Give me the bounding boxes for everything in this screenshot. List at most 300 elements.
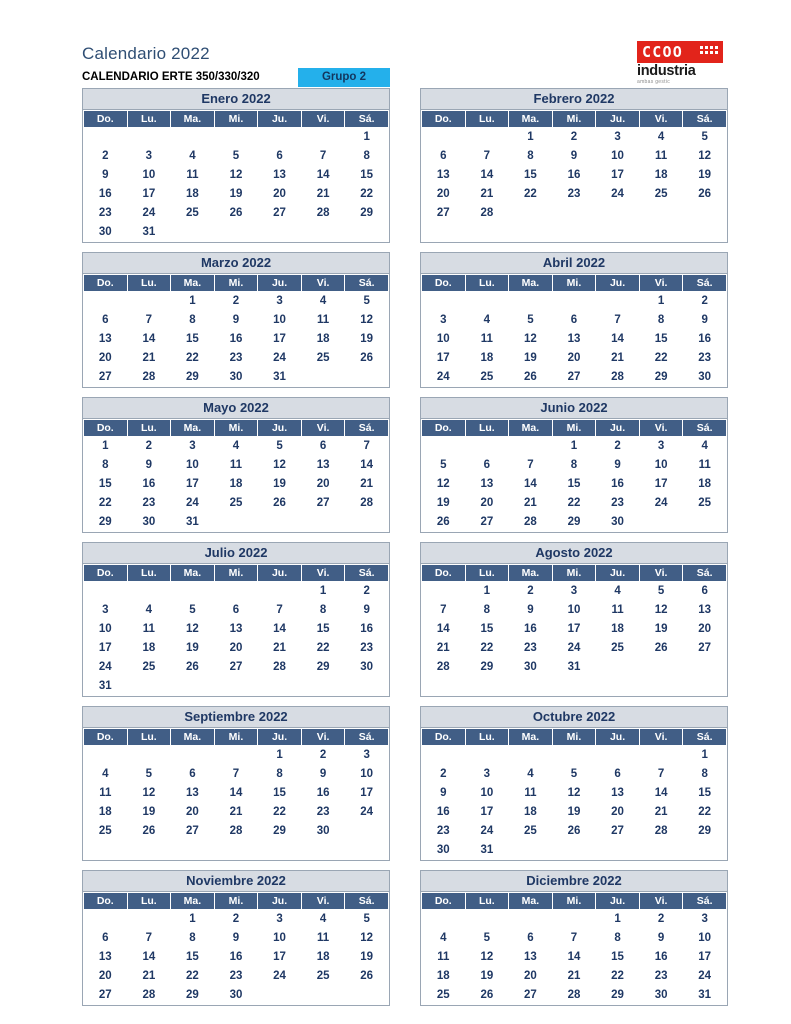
day-cell[interactable]: 14 — [214, 784, 258, 803]
day-cell[interactable]: 24 — [258, 967, 302, 986]
day-cell[interactable]: 25 — [422, 986, 466, 1005]
day-cell[interactable]: 27 — [552, 368, 596, 387]
day-cell[interactable]: 24 — [171, 494, 215, 513]
day-cell[interactable]: 12 — [345, 311, 389, 330]
day-cell[interactable]: 18 — [301, 948, 345, 967]
day-cell[interactable]: 19 — [465, 967, 509, 986]
day-cell[interactable]: 16 — [301, 784, 345, 803]
day-cell[interactable]: 20 — [214, 639, 258, 658]
day-cell[interactable]: 26 — [171, 658, 215, 677]
day-cell[interactable]: 22 — [171, 967, 215, 986]
day-cell[interactable]: 3 — [552, 582, 596, 601]
day-cell[interactable]: 23 — [84, 204, 128, 223]
day-cell[interactable]: 2 — [214, 910, 258, 929]
day-cell[interactable]: 29 — [683, 822, 727, 841]
day-cell[interactable]: 3 — [127, 147, 171, 166]
day-cell[interactable]: 28 — [127, 986, 171, 1005]
day-cell[interactable]: 28 — [552, 986, 596, 1005]
day-cell[interactable]: 8 — [171, 311, 215, 330]
day-cell[interactable]: 7 — [596, 311, 640, 330]
day-cell[interactable]: 2 — [345, 582, 389, 601]
day-cell[interactable]: 26 — [345, 349, 389, 368]
day-cell[interactable]: 20 — [683, 620, 727, 639]
day-cell[interactable]: 5 — [509, 311, 553, 330]
day-cell[interactable]: 6 — [258, 147, 302, 166]
day-cell[interactable]: 11 — [509, 784, 553, 803]
day-cell[interactable]: 8 — [509, 147, 553, 166]
day-cell[interactable]: 2 — [301, 746, 345, 765]
day-cell[interactable]: 7 — [127, 929, 171, 948]
day-cell[interactable]: 7 — [422, 601, 466, 620]
day-cell[interactable]: 23 — [214, 967, 258, 986]
day-cell[interactable]: 31 — [683, 986, 727, 1005]
day-cell[interactable]: 28 — [301, 204, 345, 223]
day-cell[interactable]: 22 — [301, 639, 345, 658]
day-cell[interactable]: 30 — [345, 658, 389, 677]
day-cell[interactable]: 21 — [127, 349, 171, 368]
day-cell[interactable]: 3 — [84, 601, 128, 620]
day-cell[interactable]: 31 — [552, 658, 596, 677]
day-cell[interactable]: 29 — [465, 658, 509, 677]
day-cell[interactable]: 21 — [345, 475, 389, 494]
day-cell[interactable]: 10 — [422, 330, 466, 349]
day-cell[interactable]: 8 — [345, 147, 389, 166]
day-cell[interactable]: 18 — [422, 967, 466, 986]
day-cell[interactable]: 2 — [639, 910, 683, 929]
day-cell[interactable]: 4 — [84, 765, 128, 784]
day-cell[interactable]: 17 — [465, 803, 509, 822]
day-cell[interactable]: 27 — [258, 204, 302, 223]
day-cell[interactable]: 24 — [345, 803, 389, 822]
day-cell[interactable]: 11 — [301, 311, 345, 330]
day-cell[interactable]: 6 — [301, 437, 345, 456]
day-cell[interactable]: 2 — [596, 437, 640, 456]
day-cell[interactable]: 28 — [639, 822, 683, 841]
day-cell[interactable]: 13 — [301, 456, 345, 475]
day-cell[interactable]: 29 — [258, 822, 302, 841]
day-cell[interactable]: 3 — [639, 437, 683, 456]
day-cell[interactable]: 10 — [127, 166, 171, 185]
day-cell[interactable]: 23 — [422, 822, 466, 841]
day-cell[interactable]: 4 — [596, 582, 640, 601]
day-cell[interactable]: 27 — [422, 204, 466, 223]
day-cell[interactable]: 30 — [301, 822, 345, 841]
day-cell[interactable]: 25 — [465, 368, 509, 387]
day-cell[interactable]: 29 — [552, 513, 596, 532]
day-cell[interactable]: 12 — [552, 784, 596, 803]
day-cell[interactable]: 6 — [214, 601, 258, 620]
day-cell[interactable]: 4 — [509, 765, 553, 784]
day-cell[interactable]: 21 — [552, 967, 596, 986]
day-cell[interactable]: 22 — [552, 494, 596, 513]
day-cell[interactable]: 18 — [171, 185, 215, 204]
day-cell[interactable]: 23 — [596, 494, 640, 513]
day-cell[interactable]: 5 — [214, 147, 258, 166]
day-cell[interactable]: 12 — [258, 456, 302, 475]
day-cell[interactable]: 12 — [171, 620, 215, 639]
day-cell[interactable]: 18 — [509, 803, 553, 822]
day-cell[interactable]: 31 — [127, 223, 171, 242]
day-cell[interactable]: 19 — [639, 620, 683, 639]
day-cell[interactable]: 31 — [84, 677, 128, 696]
day-cell[interactable]: 17 — [258, 330, 302, 349]
day-cell[interactable]: 19 — [214, 185, 258, 204]
day-cell[interactable]: 22 — [509, 185, 553, 204]
day-cell[interactable]: 17 — [422, 349, 466, 368]
day-cell[interactable]: 7 — [639, 765, 683, 784]
day-cell[interactable]: 7 — [127, 311, 171, 330]
day-cell[interactable]: 8 — [84, 456, 128, 475]
day-cell[interactable]: 9 — [345, 601, 389, 620]
day-cell[interactable]: 11 — [422, 948, 466, 967]
day-cell[interactable]: 19 — [127, 803, 171, 822]
day-cell[interactable]: 28 — [258, 658, 302, 677]
day-cell[interactable]: 30 — [214, 986, 258, 1005]
day-cell[interactable]: 17 — [84, 639, 128, 658]
day-cell[interactable]: 11 — [214, 456, 258, 475]
day-cell[interactable]: 1 — [258, 746, 302, 765]
day-cell[interactable]: 9 — [639, 929, 683, 948]
day-cell[interactable]: 7 — [301, 147, 345, 166]
day-cell[interactable]: 1 — [552, 437, 596, 456]
day-cell[interactable]: 4 — [465, 311, 509, 330]
day-cell[interactable]: 15 — [465, 620, 509, 639]
day-cell[interactable]: 29 — [639, 368, 683, 387]
day-cell[interactable]: 13 — [84, 948, 128, 967]
day-cell[interactable]: 25 — [639, 185, 683, 204]
day-cell[interactable]: 9 — [596, 456, 640, 475]
day-cell[interactable]: 22 — [596, 967, 640, 986]
day-cell[interactable]: 13 — [84, 330, 128, 349]
day-cell[interactable]: 12 — [465, 948, 509, 967]
day-cell[interactable]: 4 — [301, 910, 345, 929]
day-cell[interactable]: 7 — [258, 601, 302, 620]
day-cell[interactable]: 14 — [465, 166, 509, 185]
day-cell[interactable]: 26 — [127, 822, 171, 841]
day-cell[interactable]: 17 — [258, 948, 302, 967]
day-cell[interactable]: 19 — [683, 166, 727, 185]
day-cell[interactable]: 1 — [683, 746, 727, 765]
day-cell[interactable]: 18 — [214, 475, 258, 494]
day-cell[interactable]: 16 — [422, 803, 466, 822]
day-cell[interactable]: 20 — [258, 185, 302, 204]
day-cell[interactable]: 15 — [683, 784, 727, 803]
day-cell[interactable]: 2 — [552, 128, 596, 147]
day-cell[interactable]: 6 — [171, 765, 215, 784]
day-cell[interactable]: 16 — [683, 330, 727, 349]
day-cell[interactable]: 26 — [639, 639, 683, 658]
day-cell[interactable]: 12 — [127, 784, 171, 803]
day-cell[interactable]: 26 — [345, 967, 389, 986]
day-cell[interactable]: 3 — [422, 311, 466, 330]
day-cell[interactable]: 15 — [84, 475, 128, 494]
day-cell[interactable]: 7 — [345, 437, 389, 456]
day-cell[interactable]: 30 — [509, 658, 553, 677]
day-cell[interactable]: 13 — [465, 475, 509, 494]
day-cell[interactable]: 19 — [345, 948, 389, 967]
day-cell[interactable]: 12 — [214, 166, 258, 185]
day-cell[interactable]: 17 — [552, 620, 596, 639]
day-cell[interactable]: 18 — [84, 803, 128, 822]
day-cell[interactable]: 16 — [639, 948, 683, 967]
day-cell[interactable]: 20 — [422, 185, 466, 204]
day-cell[interactable]: 27 — [301, 494, 345, 513]
day-cell[interactable]: 14 — [552, 948, 596, 967]
day-cell[interactable]: 16 — [214, 330, 258, 349]
day-cell[interactable]: 22 — [465, 639, 509, 658]
day-cell[interactable]: 5 — [422, 456, 466, 475]
day-cell[interactable]: 30 — [683, 368, 727, 387]
day-cell[interactable]: 6 — [509, 929, 553, 948]
day-cell[interactable]: 8 — [301, 601, 345, 620]
day-cell[interactable]: 19 — [509, 349, 553, 368]
day-cell[interactable]: 9 — [552, 147, 596, 166]
day-cell[interactable]: 18 — [639, 166, 683, 185]
day-cell[interactable]: 16 — [84, 185, 128, 204]
day-cell[interactable]: 15 — [258, 784, 302, 803]
day-cell[interactable]: 11 — [84, 784, 128, 803]
day-cell[interactable]: 3 — [465, 765, 509, 784]
day-cell[interactable]: 4 — [127, 601, 171, 620]
day-cell[interactable]: 19 — [552, 803, 596, 822]
day-cell[interactable]: 5 — [465, 929, 509, 948]
day-cell[interactable]: 22 — [345, 185, 389, 204]
day-cell[interactable]: 1 — [465, 582, 509, 601]
day-cell[interactable]: 6 — [422, 147, 466, 166]
day-cell[interactable]: 31 — [465, 841, 509, 860]
day-cell[interactable]: 13 — [683, 601, 727, 620]
day-cell[interactable]: 17 — [596, 166, 640, 185]
day-cell[interactable]: 18 — [127, 639, 171, 658]
day-cell[interactable]: 17 — [639, 475, 683, 494]
day-cell[interactable]: 1 — [171, 910, 215, 929]
day-cell[interactable]: 3 — [596, 128, 640, 147]
day-cell[interactable]: 16 — [596, 475, 640, 494]
day-cell[interactable]: 3 — [171, 437, 215, 456]
day-cell[interactable]: 8 — [683, 765, 727, 784]
day-cell[interactable]: 17 — [345, 784, 389, 803]
day-cell[interactable]: 16 — [552, 166, 596, 185]
day-cell[interactable]: 11 — [127, 620, 171, 639]
day-cell[interactable]: 24 — [422, 368, 466, 387]
day-cell[interactable]: 13 — [171, 784, 215, 803]
day-cell[interactable]: 22 — [639, 349, 683, 368]
day-cell[interactable]: 25 — [509, 822, 553, 841]
day-cell[interactable]: 20 — [84, 967, 128, 986]
day-cell[interactable]: 19 — [171, 639, 215, 658]
day-cell[interactable]: 6 — [552, 311, 596, 330]
day-cell[interactable]: 29 — [345, 204, 389, 223]
day-cell[interactable]: 9 — [127, 456, 171, 475]
day-cell[interactable]: 14 — [639, 784, 683, 803]
day-cell[interactable]: 15 — [596, 948, 640, 967]
day-cell[interactable]: 23 — [552, 185, 596, 204]
day-cell[interactable]: 23 — [639, 967, 683, 986]
day-cell[interactable]: 10 — [596, 147, 640, 166]
day-cell[interactable]: 17 — [127, 185, 171, 204]
day-cell[interactable]: 7 — [552, 929, 596, 948]
day-cell[interactable]: 7 — [465, 147, 509, 166]
day-cell[interactable]: 3 — [345, 746, 389, 765]
day-cell[interactable]: 6 — [683, 582, 727, 601]
day-cell[interactable]: 2 — [214, 292, 258, 311]
day-cell[interactable]: 27 — [214, 658, 258, 677]
day-cell[interactable]: 23 — [509, 639, 553, 658]
day-cell[interactable]: 27 — [509, 986, 553, 1005]
day-cell[interactable]: 5 — [552, 765, 596, 784]
day-cell[interactable]: 10 — [258, 929, 302, 948]
day-cell[interactable]: 29 — [301, 658, 345, 677]
day-cell[interactable]: 31 — [171, 513, 215, 532]
day-cell[interactable]: 8 — [552, 456, 596, 475]
day-cell[interactable]: 17 — [171, 475, 215, 494]
day-cell[interactable]: 4 — [301, 292, 345, 311]
day-cell[interactable]: 11 — [465, 330, 509, 349]
day-cell[interactable]: 22 — [171, 349, 215, 368]
day-cell[interactable]: 16 — [127, 475, 171, 494]
day-cell[interactable]: 24 — [127, 204, 171, 223]
day-cell[interactable]: 22 — [258, 803, 302, 822]
day-cell[interactable]: 14 — [127, 330, 171, 349]
day-cell[interactable]: 18 — [683, 475, 727, 494]
day-cell[interactable]: 27 — [84, 986, 128, 1005]
day-cell[interactable]: 24 — [258, 349, 302, 368]
day-cell[interactable]: 14 — [301, 166, 345, 185]
day-cell[interactable]: 21 — [258, 639, 302, 658]
day-cell[interactable]: 27 — [84, 368, 128, 387]
day-cell[interactable]: 11 — [171, 166, 215, 185]
day-cell[interactable]: 18 — [596, 620, 640, 639]
day-cell[interactable]: 20 — [596, 803, 640, 822]
day-cell[interactable]: 13 — [214, 620, 258, 639]
day-cell[interactable]: 31 — [258, 368, 302, 387]
day-cell[interactable]: 19 — [258, 475, 302, 494]
day-cell[interactable]: 13 — [552, 330, 596, 349]
day-cell[interactable]: 30 — [639, 986, 683, 1005]
day-cell[interactable]: 15 — [509, 166, 553, 185]
day-cell[interactable]: 30 — [214, 368, 258, 387]
day-cell[interactable]: 25 — [596, 639, 640, 658]
day-cell[interactable]: 19 — [422, 494, 466, 513]
day-cell[interactable]: 6 — [596, 765, 640, 784]
day-cell[interactable]: 9 — [683, 311, 727, 330]
day-cell[interactable]: 28 — [345, 494, 389, 513]
day-cell[interactable]: 26 — [509, 368, 553, 387]
day-cell[interactable]: 27 — [596, 822, 640, 841]
day-cell[interactable]: 10 — [465, 784, 509, 803]
day-cell[interactable]: 15 — [639, 330, 683, 349]
day-cell[interactable]: 4 — [639, 128, 683, 147]
day-cell[interactable]: 9 — [509, 601, 553, 620]
day-cell[interactable]: 24 — [596, 185, 640, 204]
day-cell[interactable]: 16 — [509, 620, 553, 639]
day-cell[interactable]: 4 — [683, 437, 727, 456]
day-cell[interactable]: 2 — [127, 437, 171, 456]
day-cell[interactable]: 2 — [84, 147, 128, 166]
day-cell[interactable]: 7 — [509, 456, 553, 475]
day-cell[interactable]: 20 — [552, 349, 596, 368]
day-cell[interactable]: 4 — [171, 147, 215, 166]
day-cell[interactable]: 26 — [258, 494, 302, 513]
day-cell[interactable]: 30 — [127, 513, 171, 532]
day-cell[interactable]: 26 — [552, 822, 596, 841]
day-cell[interactable]: 6 — [84, 311, 128, 330]
day-cell[interactable]: 20 — [301, 475, 345, 494]
day-cell[interactable]: 21 — [214, 803, 258, 822]
day-cell[interactable]: 21 — [301, 185, 345, 204]
day-cell[interactable]: 15 — [171, 330, 215, 349]
day-cell[interactable]: 5 — [258, 437, 302, 456]
day-cell[interactable]: 12 — [345, 929, 389, 948]
day-cell[interactable]: 22 — [683, 803, 727, 822]
day-cell[interactable]: 1 — [301, 582, 345, 601]
day-cell[interactable]: 19 — [345, 330, 389, 349]
day-cell[interactable]: 2 — [509, 582, 553, 601]
day-cell[interactable]: 10 — [683, 929, 727, 948]
day-cell[interactable]: 20 — [171, 803, 215, 822]
day-cell[interactable]: 22 — [84, 494, 128, 513]
day-cell[interactable]: 24 — [465, 822, 509, 841]
day-cell[interactable]: 23 — [345, 639, 389, 658]
day-cell[interactable]: 21 — [509, 494, 553, 513]
day-cell[interactable]: 15 — [552, 475, 596, 494]
day-cell[interactable]: 29 — [84, 513, 128, 532]
day-cell[interactable]: 28 — [127, 368, 171, 387]
day-cell[interactable]: 20 — [465, 494, 509, 513]
day-cell[interactable]: 9 — [214, 929, 258, 948]
day-cell[interactable]: 1 — [171, 292, 215, 311]
day-cell[interactable]: 21 — [127, 967, 171, 986]
day-cell[interactable]: 30 — [596, 513, 640, 532]
day-cell[interactable]: 9 — [301, 765, 345, 784]
day-cell[interactable]: 21 — [596, 349, 640, 368]
day-cell[interactable]: 27 — [171, 822, 215, 841]
day-cell[interactable]: 25 — [683, 494, 727, 513]
day-cell[interactable]: 11 — [639, 147, 683, 166]
day-cell[interactable]: 26 — [683, 185, 727, 204]
day-cell[interactable]: 24 — [552, 639, 596, 658]
day-cell[interactable]: 11 — [301, 929, 345, 948]
day-cell[interactable]: 10 — [345, 765, 389, 784]
day-cell[interactable]: 12 — [639, 601, 683, 620]
day-cell[interactable]: 23 — [683, 349, 727, 368]
day-cell[interactable]: 10 — [84, 620, 128, 639]
day-cell[interactable]: 4 — [214, 437, 258, 456]
day-cell[interactable]: 11 — [596, 601, 640, 620]
day-cell[interactable]: 25 — [301, 967, 345, 986]
day-cell[interactable]: 27 — [683, 639, 727, 658]
day-cell[interactable]: 23 — [301, 803, 345, 822]
day-cell[interactable]: 16 — [214, 948, 258, 967]
day-cell[interactable]: 23 — [127, 494, 171, 513]
day-cell[interactable]: 12 — [422, 475, 466, 494]
day-cell[interactable]: 11 — [683, 456, 727, 475]
day-cell[interactable]: 14 — [345, 456, 389, 475]
day-cell[interactable]: 5 — [639, 582, 683, 601]
day-cell[interactable]: 6 — [465, 456, 509, 475]
day-cell[interactable]: 15 — [171, 948, 215, 967]
day-cell[interactable]: 7 — [214, 765, 258, 784]
day-cell[interactable]: 24 — [84, 658, 128, 677]
day-cell[interactable]: 20 — [84, 349, 128, 368]
day-cell[interactable]: 25 — [301, 349, 345, 368]
day-cell[interactable]: 24 — [683, 967, 727, 986]
day-cell[interactable]: 14 — [596, 330, 640, 349]
day-cell[interactable]: 14 — [422, 620, 466, 639]
day-cell[interactable]: 20 — [509, 967, 553, 986]
day-cell[interactable]: 1 — [509, 128, 553, 147]
day-cell[interactable]: 17 — [683, 948, 727, 967]
